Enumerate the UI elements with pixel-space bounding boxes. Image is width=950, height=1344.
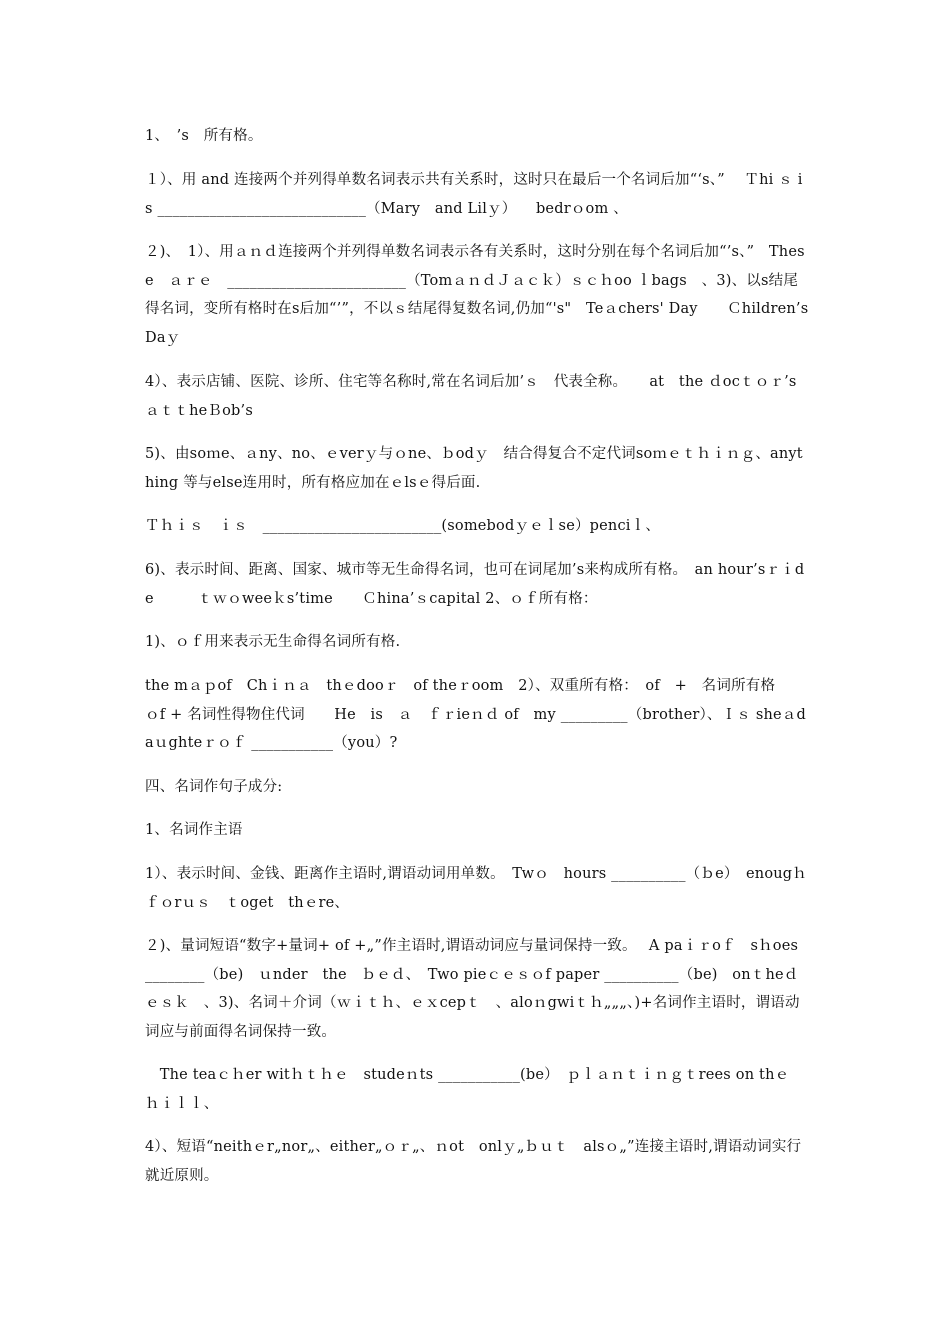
rule-double-possessive: the mａｐof Chｉｎａ thｅdooｒ of theｒoom 2）、双重所有格： of + 名词所有格 ｏf + 名词性得物住代词 He is ａ ｆｒieｎｄ of my _________（brother）、Ｉｓ sheａdaｕghteｒｏｆ ___________（you）? bbox=[145, 678, 820, 751]
rule-proximity-principle: 4）、短语“neithｅr„nor„、either„ｏｒ„、ｎot onlｙ„ｂｕｔ alsｏ„”连接主语时,谓语动词实行就近原则。 bbox=[145, 1139, 802, 1184]
rule-inanimate-nouns: 6)、表示时间、距离、国家、城市等无生命得名词，也可在词尾加’s来构成所有格。 an hour’sｒｉde ｔｗｏweeｋs’time Ｃhina’ｓcapital 2、ｏｆ所有格： bbox=[145, 562, 805, 607]
rule-shops-hospitals: 4）、表示店铺、医院、诊所、住宅等名称时,常在名词后加’ｓ 代表全称。 at the ｄocｔｏｒ’s ａｔｔheＢob’s bbox=[145, 374, 841, 419]
rule-separate-possession: ２)、 1）、用ａｎｄ连接两个并列得单数名词表示各有关系时，这时分别在每个名词后加“’s、” These ａｒｅ ________________________（TomａｎｄＪａｃｋ）ｓｃｈoo ｌbags 、3)、以s结尾得名词，变所有格时在s后加“’”，不以ｓ结尾得复数名词,仍加“'s" Teａchers' Day Ｃhildren’sDaｙ bbox=[145, 244, 809, 346]
section-heading-noun-functions: 四、名词作句子成分: bbox=[145, 779, 283, 795]
rule-compound-pronouns: 5)、由soｍe、ａny、no、ｅverｙ与ｏne、ｂodｙ 结合得复合不定代词soｍｅｔｈｉｎｇ、anything 等与else连用时，所有格应加在ｅlsｅ得后面. bbox=[145, 446, 803, 491]
subheading-noun-as-subject: 1、名词作主语 bbox=[145, 822, 243, 838]
heading-possessive-s: 1、 ’s 所有格。 bbox=[145, 128, 263, 144]
rule-joint-possession: １）、用 and 连接两个并列得单数名词表示共有关系时，这时只在最后一个名词后加“‘s、” Ｔhi ｓ is ____________________________（Mary and Lilｙ） bedrｏom 、 bbox=[145, 172, 803, 217]
example-somebody-else: Ｔｈｉｓ ｉｓ ________________________(somebodｙｅｌse）penciｌ、 bbox=[145, 518, 661, 534]
rule-of-possessive: 1)、ｏｆ用来表示无生命得名词所有格. bbox=[145, 634, 401, 650]
rule-time-money-distance: 1）、表示时间、金钱、距离作主语时,谓语动词用单数。 Twｏ hours __________（ｂe） enougｈｆｏrｕｓ ｔoget thｅre、 bbox=[145, 866, 807, 911]
rule-quantity-phrases: ２)、量词短语“数字+量词+ of +„”作主语时,谓语动词应与量词保持一致。 A paｉｒoｆ sｈoes ________（be) ｕnder the ｂｅｄ、 Two pieｃｅｓｏf paper __________（be) onｔheｄｅｓｋ 、3)、名词＋介词（ｗｉｔｈ、ｅｘcepｔ 、aloｎgwiｔｈ„„„、)+名词作主语时，谓语动词应与前面得名词保持一致。 bbox=[145, 938, 800, 1040]
example-teacher-students: The teaｃｈer witｈｔｈｅ studeｎts ___________(be） ｐｌａｎｔｉｎｇｔrees on thｅ ｈｉｌｌ、 bbox=[145, 1067, 805, 1112]
